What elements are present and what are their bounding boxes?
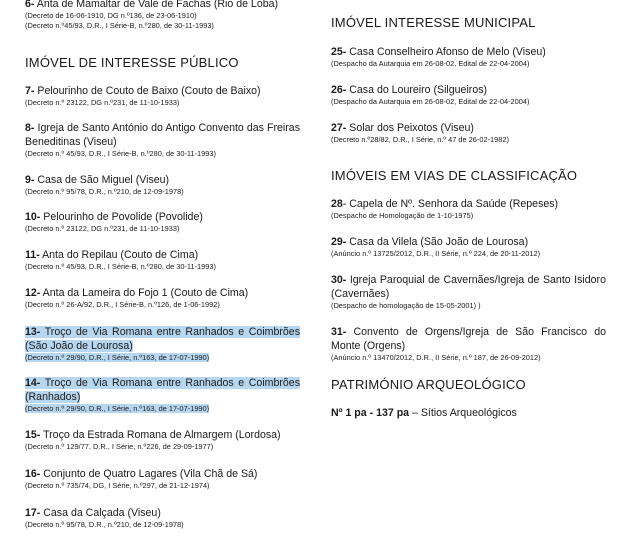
entry-decree: (Decreto n.º 29/90, D.R., I Série, n.º163, de 17-07-1990) xyxy=(25,353,210,362)
entry-7 xyxy=(25,84,300,108)
entry-decree: (Anúncio n.º 13725/2012, D.R., II Série, n.º 224, de 20-11-2012) xyxy=(331,249,541,258)
entry-14 xyxy=(25,376,300,414)
entry-number: 31- xyxy=(331,326,347,338)
entry-decree: (Decreto n.º45/93, D.R., I Série-B, n.º280, de 30-11-1993) xyxy=(25,21,214,30)
entry-decree: (Decreto n.º 23122, DG n.º231, de 11-10-1933) xyxy=(25,224,180,233)
entry-title: Conjunto de Quatro Lagares (Vila Chã de Sá) xyxy=(43,468,258,480)
entry-26 xyxy=(331,83,606,107)
entry-13 xyxy=(25,325,300,363)
entry-title: Casa Conselheiro Afonso de Melo (Viseu) xyxy=(349,46,546,58)
archaeology-line xyxy=(331,406,606,420)
entry-number: 9- xyxy=(25,174,35,186)
entry-number: 8- xyxy=(25,122,35,134)
entry-title: Pelourinho de Couto de Baixo (Couto de Baixo) xyxy=(37,85,261,97)
entry-16 xyxy=(25,467,300,491)
entry-title: Casa do Loureiro (Silgueiros) xyxy=(349,84,488,96)
entry-25 xyxy=(331,45,606,69)
entry-decree: (Despacho de homologação de 15-05-2001) ) xyxy=(331,301,481,310)
entry-number: 29- xyxy=(331,236,347,248)
entry-title: Anta de Mamaltar de Vale de Fachas (Rio de Loba) xyxy=(36,0,279,10)
entry-title: Igreja de Santo António do Antigo Convento das Freiras Beneditinas (Viseu) xyxy=(25,122,300,148)
entry-title: Troço de Via Romana entre Ranhados e Coimbrões (São João de Lourosa) xyxy=(25,326,300,352)
section-heading-public-interest: IMÓVEL DE INTERESSE PÚBLICO xyxy=(25,55,239,70)
entry-title: Convento de Orgens/Igreja de São Francisco do Monte (Orgens) xyxy=(331,326,606,352)
entry-number: 30- xyxy=(331,274,347,286)
entry-number: 11- xyxy=(25,249,40,261)
entry-number: 7- xyxy=(25,85,35,97)
entry-number: 13- xyxy=(25,326,41,338)
entry-number: 16- xyxy=(25,468,41,480)
entry-9 xyxy=(25,173,300,197)
entry-number: 15- xyxy=(25,429,41,441)
entry-decree: (Decreto n.º 29/90, D.R., I Série, n.º163, de 17-07-1990) xyxy=(25,404,210,413)
entry-decree: (Anúncio n.º 13470/2012, D.R., II Série, n.º 187, de 26-09-2012) xyxy=(331,353,541,362)
entry-title: Igreja Paroquial de Cavernães/Igreja de Santo Isidoro (Cavernães) xyxy=(331,274,606,300)
entry-title: Anta do Repilau (Couto de Cima) xyxy=(42,249,199,261)
entry-decree: (Despacho de Homologação de 1-10-1975) xyxy=(331,211,474,220)
entry-decree: (Decreto n.º 26-A/92, D.R., I Série-B, n.º126, de 1-06-1992) xyxy=(25,300,220,309)
entry-title: Solar dos Peixotos (Viseu) xyxy=(349,122,474,134)
entry-17 xyxy=(25,506,300,530)
entry-8 xyxy=(25,121,300,159)
section-heading-classification: IMÓVEIS EM VIAS DE CLASSIFICAÇÃO xyxy=(331,168,578,183)
entry-number: 25- xyxy=(331,46,347,58)
section-heading-archaeology: PATRIMÓNIO ARQUEOLÓGICO xyxy=(331,377,526,392)
entry-number: 14- xyxy=(25,377,41,389)
entry-number: 10- xyxy=(25,211,41,223)
entry-decree: (Decreto n.º 735/74, DG, I Série, n.º297, de 21-12-1974) xyxy=(25,481,210,490)
entry-29 xyxy=(331,235,606,259)
entry-decree: (Decreto n.º 95/78, D.R., n.º210, de 12-09-1978) xyxy=(25,520,184,529)
entry-27 xyxy=(331,121,606,145)
entry-number: 12- xyxy=(25,287,41,299)
entry-title: Casa de São Miguel (Viseu) xyxy=(37,174,170,186)
entry-title: Casa da Vilela (São João de Lourosa) xyxy=(349,236,529,248)
entry-title: Pelourinho de Povolide (Povolide) xyxy=(43,211,203,223)
entry-12 xyxy=(25,286,300,310)
archaeology-range: Nº 1 pa - 137 pa xyxy=(331,407,410,419)
entry-title: Troço da Estrada Romana de Almargem (Lordosa) xyxy=(43,429,281,441)
entry-10 xyxy=(25,210,300,234)
entry-number: 27- xyxy=(331,122,347,134)
entry-decree: (Decreto n.º 95/78, D.R., n.º210, de 12-09-1978) xyxy=(25,187,184,196)
entry-11 xyxy=(25,248,300,272)
entry-decree: (Despacho da Autarquia em 26-08-02, Edital de 22-04-2004) xyxy=(331,97,530,106)
entry-number: 17- xyxy=(25,507,41,519)
entry-28 xyxy=(331,197,606,221)
entry-decree: (Despacho da Autarquia em 26-08-02, Edital de 22-04-2004) xyxy=(331,59,530,68)
entry-6 xyxy=(25,0,300,31)
entry-number: 26- xyxy=(331,84,347,96)
entry-number: 28 xyxy=(331,198,343,210)
entry-decree: (Decreto n.º28/82, D.R., I Série, n.º 47 de 26-02-1982) xyxy=(331,135,509,144)
entry-title: Casa da Calçada (Viseu) xyxy=(43,507,161,519)
entry-decree: (Decreto n.º 45/93, D.R., I Série-B, n.º280, de 30-11-1993) xyxy=(25,262,216,271)
entry-decree: (Decreto de 16-06-1910, DG n.º136, de 23-06-1910) xyxy=(25,11,197,20)
entry-31 xyxy=(331,325,606,363)
entry-title: Troço de Via Romana entre Ranhados e Coimbrões (Ranhados) xyxy=(25,377,300,403)
entry-decree: (Decreto n.º 45/93, D.R., I Série-B, n.º280, de 30-11-1993) xyxy=(25,149,216,158)
entry-decree: (Decreto n.º 129/77, D.R., I Série, n.º226, de 29-09-1977) xyxy=(25,442,214,451)
entry-title: - Capela de Nº. Senhora da Saúde (Repeses) xyxy=(342,198,559,210)
entry-decree: (Decreto n.º 23122, DG n.º231, de 11-10-1933) xyxy=(25,98,180,107)
entry-title: Anta da Lameira do Fojo 1 (Couto de Cima) xyxy=(42,287,249,299)
entry-30 xyxy=(331,273,606,311)
entry-number: 6- xyxy=(25,0,35,10)
archaeology-text: – Sítios Arqueológicos xyxy=(409,407,517,419)
section-heading-municipal: IMÓVEL INTERESSE MUNICIPAL xyxy=(331,15,536,30)
entry-15 xyxy=(25,428,300,452)
